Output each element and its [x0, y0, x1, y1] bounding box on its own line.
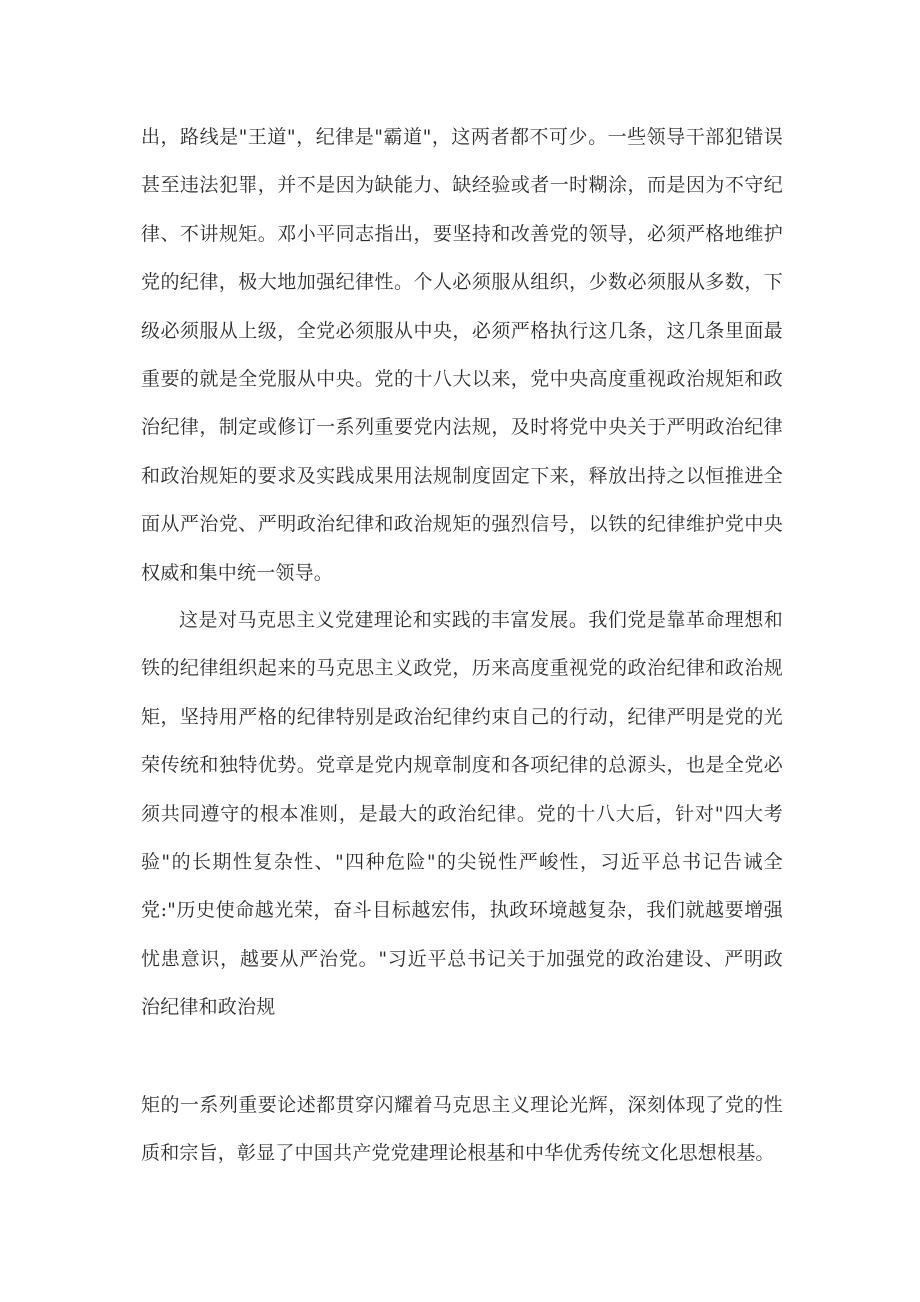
- paragraph-party-building-theory: 这是对马克思主义党建理论和实践的丰富发展。我们党是靠革命理想和铁的纪律组织起来的马克思主义政党，历来高度重视党的政治纪律和政治规矩，坚持用严格的纪律特别是政治纪律约束自己的行动，纪律严明是党的光荣传统和独特优势。党章是党内规章制度和各项纪律的总源头，也是全党必须共同遵守的根本准则，是最大的政治纪律。党的十八大后，针对"四大考验"的长期性复杂性、"四种危险"的尖锐性严峻性，习近平总书记告诫全党:"历史使命越光荣，奋斗目标越宏伟，执政环境越复杂，我们就越要增强忧患意识，越要从严治党。"习近平总书记关于加强党的政治建设、严明政治纪律和政治规: [141, 609, 783, 1019]
- paragraph-continuation: 矩的一系列重要论述都贯穿闪耀着马克思主义理论光辉，深刻体现了党的性质和宗旨，彰显了中国共产党党建理论根基和中华优秀传统文化思想根基。: [141, 1094, 783, 1165]
- paragraph-discipline-rules: 出，路线是"王道"，纪律是"霸道"，这两者都不可少。一些领导干部犯错误甚至违法犯罪，并不是因为缺能力、缺经验或者一时糊涂，而是因为不守纪律、不讲规矩。邓小平同志指出，要坚持和改善党的领导，必须严格地维护党的纪律，极大地加强纪律性。个人必须服从组织，少数必须服从多数，下级必须服从上级，全党必须服从中央，必须严格执行这几条，这几条里面最重要的就是全党服从中央。党的十八大以来，党中央高度重视政治规矩和政治纪律，制定或修订一系列重要党内法规，及时将党中央关于严明政治纪律和政治规矩的要求及实践成果用法规制度固定下来，释放出持之以恒推进全面从严治党、严明政治纪律和政治规矩的强烈信号，以铁的纪律维护党中央权威和集中统一领导。: [141, 126, 783, 584]
